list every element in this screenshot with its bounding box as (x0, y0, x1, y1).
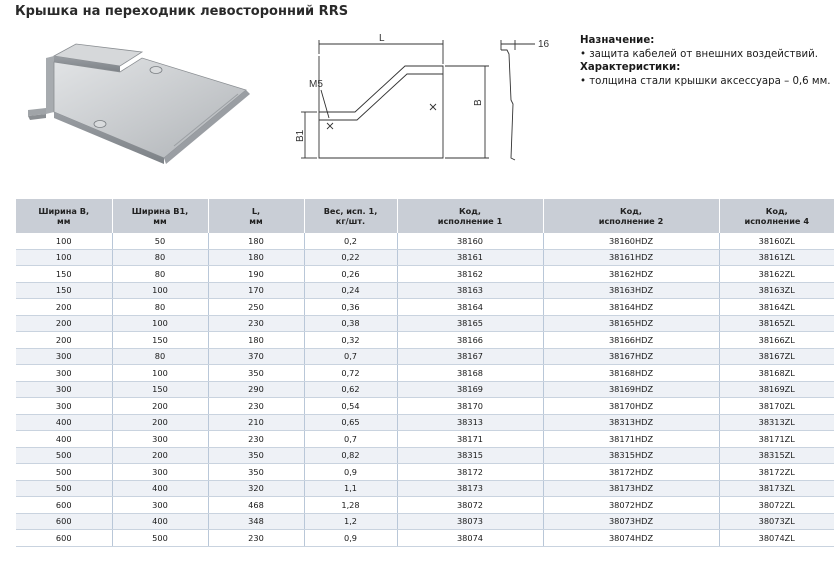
table-header-row (16, 199, 834, 233)
cell-width-b: 100 (16, 249, 112, 266)
cell-code-2: 38169HDZ (543, 381, 719, 398)
cell-width-b1: 300 (112, 497, 208, 514)
cell-width-b1: 80 (112, 249, 208, 266)
cell-width-b: 300 (16, 381, 112, 398)
table-row (16, 497, 834, 514)
cell-code-1: 38167 (397, 348, 543, 365)
table-row (16, 332, 834, 349)
cell-length: 210 (208, 414, 304, 431)
cell-width-b: 500 (16, 464, 112, 481)
cell-code-2: 38074HDZ (543, 530, 719, 547)
cell-code-1: 38315 (397, 447, 543, 464)
cell-width-b: 150 (16, 266, 112, 283)
cell-width-b1: 100 (112, 315, 208, 332)
cell-code-4: 38163ZL (719, 282, 834, 299)
cell-code-1: 38162 (397, 266, 543, 283)
cell-width-b1: 400 (112, 480, 208, 497)
cell-code-4: 38164ZL (719, 299, 834, 316)
cell-width-b: 600 (16, 497, 112, 514)
cell-code-1: 38170 (397, 398, 543, 415)
cell-length: 230 (208, 530, 304, 547)
cell-width-b: 300 (16, 398, 112, 415)
col-header-width-b: Ширина B, мм (16, 199, 112, 233)
cell-code-1: 38165 (397, 315, 543, 332)
cell-weight: 0,24 (304, 282, 397, 299)
cell-width-b1: 100 (112, 365, 208, 382)
cell-length: 180 (208, 332, 304, 349)
cell-code-1: 38313 (397, 414, 543, 431)
cell-code-4: 38072ZL (719, 497, 834, 514)
cell-code-2: 38170HDZ (543, 398, 719, 415)
cell-code-4: 38165ZL (719, 315, 834, 332)
cell-code-2: 38164HDZ (543, 299, 719, 316)
cell-weight: 0,62 (304, 381, 397, 398)
page-title: Крышка на переходник левосторонний RRS (15, 4, 349, 19)
cell-width-b: 100 (16, 233, 112, 249)
cell-weight: 0,54 (304, 398, 397, 415)
cell-weight: 1,2 (304, 513, 397, 530)
cell-width-b: 300 (16, 365, 112, 382)
cell-code-1: 38173 (397, 480, 543, 497)
cell-length: 350 (208, 365, 304, 382)
cell-code-4: 38162ZL (719, 266, 834, 283)
cell-length: 468 (208, 497, 304, 514)
cell-code-2: 38160HDZ (543, 233, 719, 249)
cell-code-2: 38165HDZ (543, 315, 719, 332)
cell-code-2: 38166HDZ (543, 332, 719, 349)
cell-weight: 0,9 (304, 464, 397, 481)
cell-width-b1: 100 (112, 282, 208, 299)
table-row (16, 431, 834, 448)
cell-code-2: 38171HDZ (543, 431, 719, 448)
dim-label-B: B (473, 99, 484, 106)
cell-length: 290 (208, 381, 304, 398)
cell-code-4: 38160ZL (719, 233, 834, 249)
cell-weight: 0,36 (304, 299, 397, 316)
cell-weight: 0,65 (304, 414, 397, 431)
cell-weight: 0,7 (304, 348, 397, 365)
cell-code-1: 38072 (397, 497, 543, 514)
cell-code-4: 38313ZL (719, 414, 834, 431)
cell-weight: 0,7 (304, 431, 397, 448)
cell-code-2: 38313HDZ (543, 414, 719, 431)
cell-width-b: 600 (16, 530, 112, 547)
dim-label-B1: B1 (295, 129, 306, 142)
cell-code-4: 38170ZL (719, 398, 834, 415)
cell-code-2: 38168HDZ (543, 365, 719, 382)
cell-width-b1: 200 (112, 398, 208, 415)
cell-length: 230 (208, 315, 304, 332)
table-row (16, 266, 834, 283)
cell-code-1: 38168 (397, 365, 543, 382)
cell-code-1: 38166 (397, 332, 543, 349)
spec-table (16, 199, 834, 547)
cell-code-4: 38161ZL (719, 249, 834, 266)
purpose-heading: Назначение: (580, 35, 655, 46)
cell-weight: 0,9 (304, 530, 397, 547)
cell-weight: 0,38 (304, 315, 397, 332)
info-block (580, 34, 831, 88)
dim-label-M5: M5 (309, 79, 323, 90)
cell-length: 370 (208, 348, 304, 365)
table-row (16, 398, 834, 415)
cell-length: 348 (208, 513, 304, 530)
col-header-code-1: Код, исполнение 1 (397, 199, 543, 233)
cell-width-b1: 50 (112, 233, 208, 249)
table-row (16, 348, 834, 365)
cell-width-b1: 80 (112, 299, 208, 316)
cell-length: 350 (208, 464, 304, 481)
cell-width-b: 500 (16, 480, 112, 497)
cell-code-2: 38163HDZ (543, 282, 719, 299)
cell-code-2: 38167HDZ (543, 348, 719, 365)
cell-code-1: 38074 (397, 530, 543, 547)
cell-code-1: 38171 (397, 431, 543, 448)
cell-code-1: 38161 (397, 249, 543, 266)
cell-weight: 0,82 (304, 447, 397, 464)
table-row (16, 233, 834, 249)
cell-width-b1: 300 (112, 431, 208, 448)
cell-code-1: 38163 (397, 282, 543, 299)
cell-width-b: 500 (16, 447, 112, 464)
cell-length: 180 (208, 233, 304, 249)
col-header-code-4: Код, исполнение 4 (719, 199, 834, 233)
cell-code-2: 38173HDZ (543, 480, 719, 497)
cell-width-b1: 200 (112, 414, 208, 431)
cell-code-4: 38167ZL (719, 348, 834, 365)
product-photo (24, 38, 264, 168)
cell-code-4: 38171ZL (719, 431, 834, 448)
dim-label-L: L (379, 33, 385, 44)
col-header-length: L, мм (208, 199, 304, 233)
cell-width-b: 150 (16, 282, 112, 299)
table-row (16, 464, 834, 481)
cell-code-2: 38161HDZ (543, 249, 719, 266)
purpose-item: • защита кабелей от внешних воздействий. (580, 48, 818, 60)
cell-length: 230 (208, 398, 304, 415)
cell-weight: 0,32 (304, 332, 397, 349)
cell-width-b1: 500 (112, 530, 208, 547)
cell-length: 230 (208, 431, 304, 448)
col-header-code-2: Код, исполнение 2 (543, 199, 719, 233)
cell-width-b1: 200 (112, 447, 208, 464)
cell-length: 170 (208, 282, 304, 299)
table-row (16, 282, 834, 299)
table-row (16, 480, 834, 497)
table-row (16, 365, 834, 382)
cell-code-2: 38172HDZ (543, 464, 719, 481)
col-header-width-b1: Ширина B1, мм (112, 199, 208, 233)
dim-label-16: 16 (538, 39, 550, 50)
col-header-weight: Вес, исп. 1, кг/шт. (304, 199, 397, 233)
cell-code-4: 38074ZL (719, 530, 834, 547)
cell-width-b1: 300 (112, 464, 208, 481)
cell-code-4: 38166ZL (719, 332, 834, 349)
cell-code-4: 38073ZL (719, 513, 834, 530)
cell-width-b1: 150 (112, 381, 208, 398)
cell-width-b: 600 (16, 513, 112, 530)
table-row (16, 530, 834, 547)
cell-weight: 0,22 (304, 249, 397, 266)
table-row (16, 513, 834, 530)
cell-width-b: 200 (16, 315, 112, 332)
table-row (16, 299, 834, 316)
table-row (16, 414, 834, 431)
cell-weight: 1,1 (304, 480, 397, 497)
cell-code-2: 38073HDZ (543, 513, 719, 530)
cell-width-b1: 80 (112, 266, 208, 283)
specs-item: • толщина стали крышки аксессуара – 0,6 мм. (580, 75, 831, 87)
specs-heading: Характеристики: (580, 62, 681, 73)
table-row (16, 315, 834, 332)
cell-width-b1: 400 (112, 513, 208, 530)
cell-code-1: 38160 (397, 233, 543, 249)
cell-weight: 0,72 (304, 365, 397, 382)
cell-width-b1: 80 (112, 348, 208, 365)
cell-width-b: 400 (16, 431, 112, 448)
table-row (16, 447, 834, 464)
cell-code-2: 38162HDZ (543, 266, 719, 283)
cell-code-1: 38172 (397, 464, 543, 481)
cell-width-b1: 150 (112, 332, 208, 349)
cell-code-4: 38169ZL (719, 381, 834, 398)
cell-length: 350 (208, 447, 304, 464)
cell-length: 180 (208, 249, 304, 266)
cell-weight: 1,28 (304, 497, 397, 514)
cell-width-b: 200 (16, 332, 112, 349)
cell-length: 250 (208, 299, 304, 316)
table-row (16, 381, 834, 398)
cell-code-4: 38173ZL (719, 480, 834, 497)
cell-code-4: 38168ZL (719, 365, 834, 382)
cell-code-2: 38315HDZ (543, 447, 719, 464)
cell-code-1: 38073 (397, 513, 543, 530)
cell-weight: 0,2 (304, 233, 397, 249)
cell-code-4: 38172ZL (719, 464, 834, 481)
cell-weight: 0,26 (304, 266, 397, 283)
technical-drawing (295, 30, 560, 170)
cell-width-b: 400 (16, 414, 112, 431)
cell-length: 190 (208, 266, 304, 283)
cell-width-b: 200 (16, 299, 112, 316)
cell-length: 320 (208, 480, 304, 497)
cell-code-1: 38169 (397, 381, 543, 398)
table-row (16, 249, 834, 266)
cell-code-4: 38315ZL (719, 447, 834, 464)
cell-width-b: 300 (16, 348, 112, 365)
cell-code-2: 38072HDZ (543, 497, 719, 514)
cell-code-1: 38164 (397, 299, 543, 316)
